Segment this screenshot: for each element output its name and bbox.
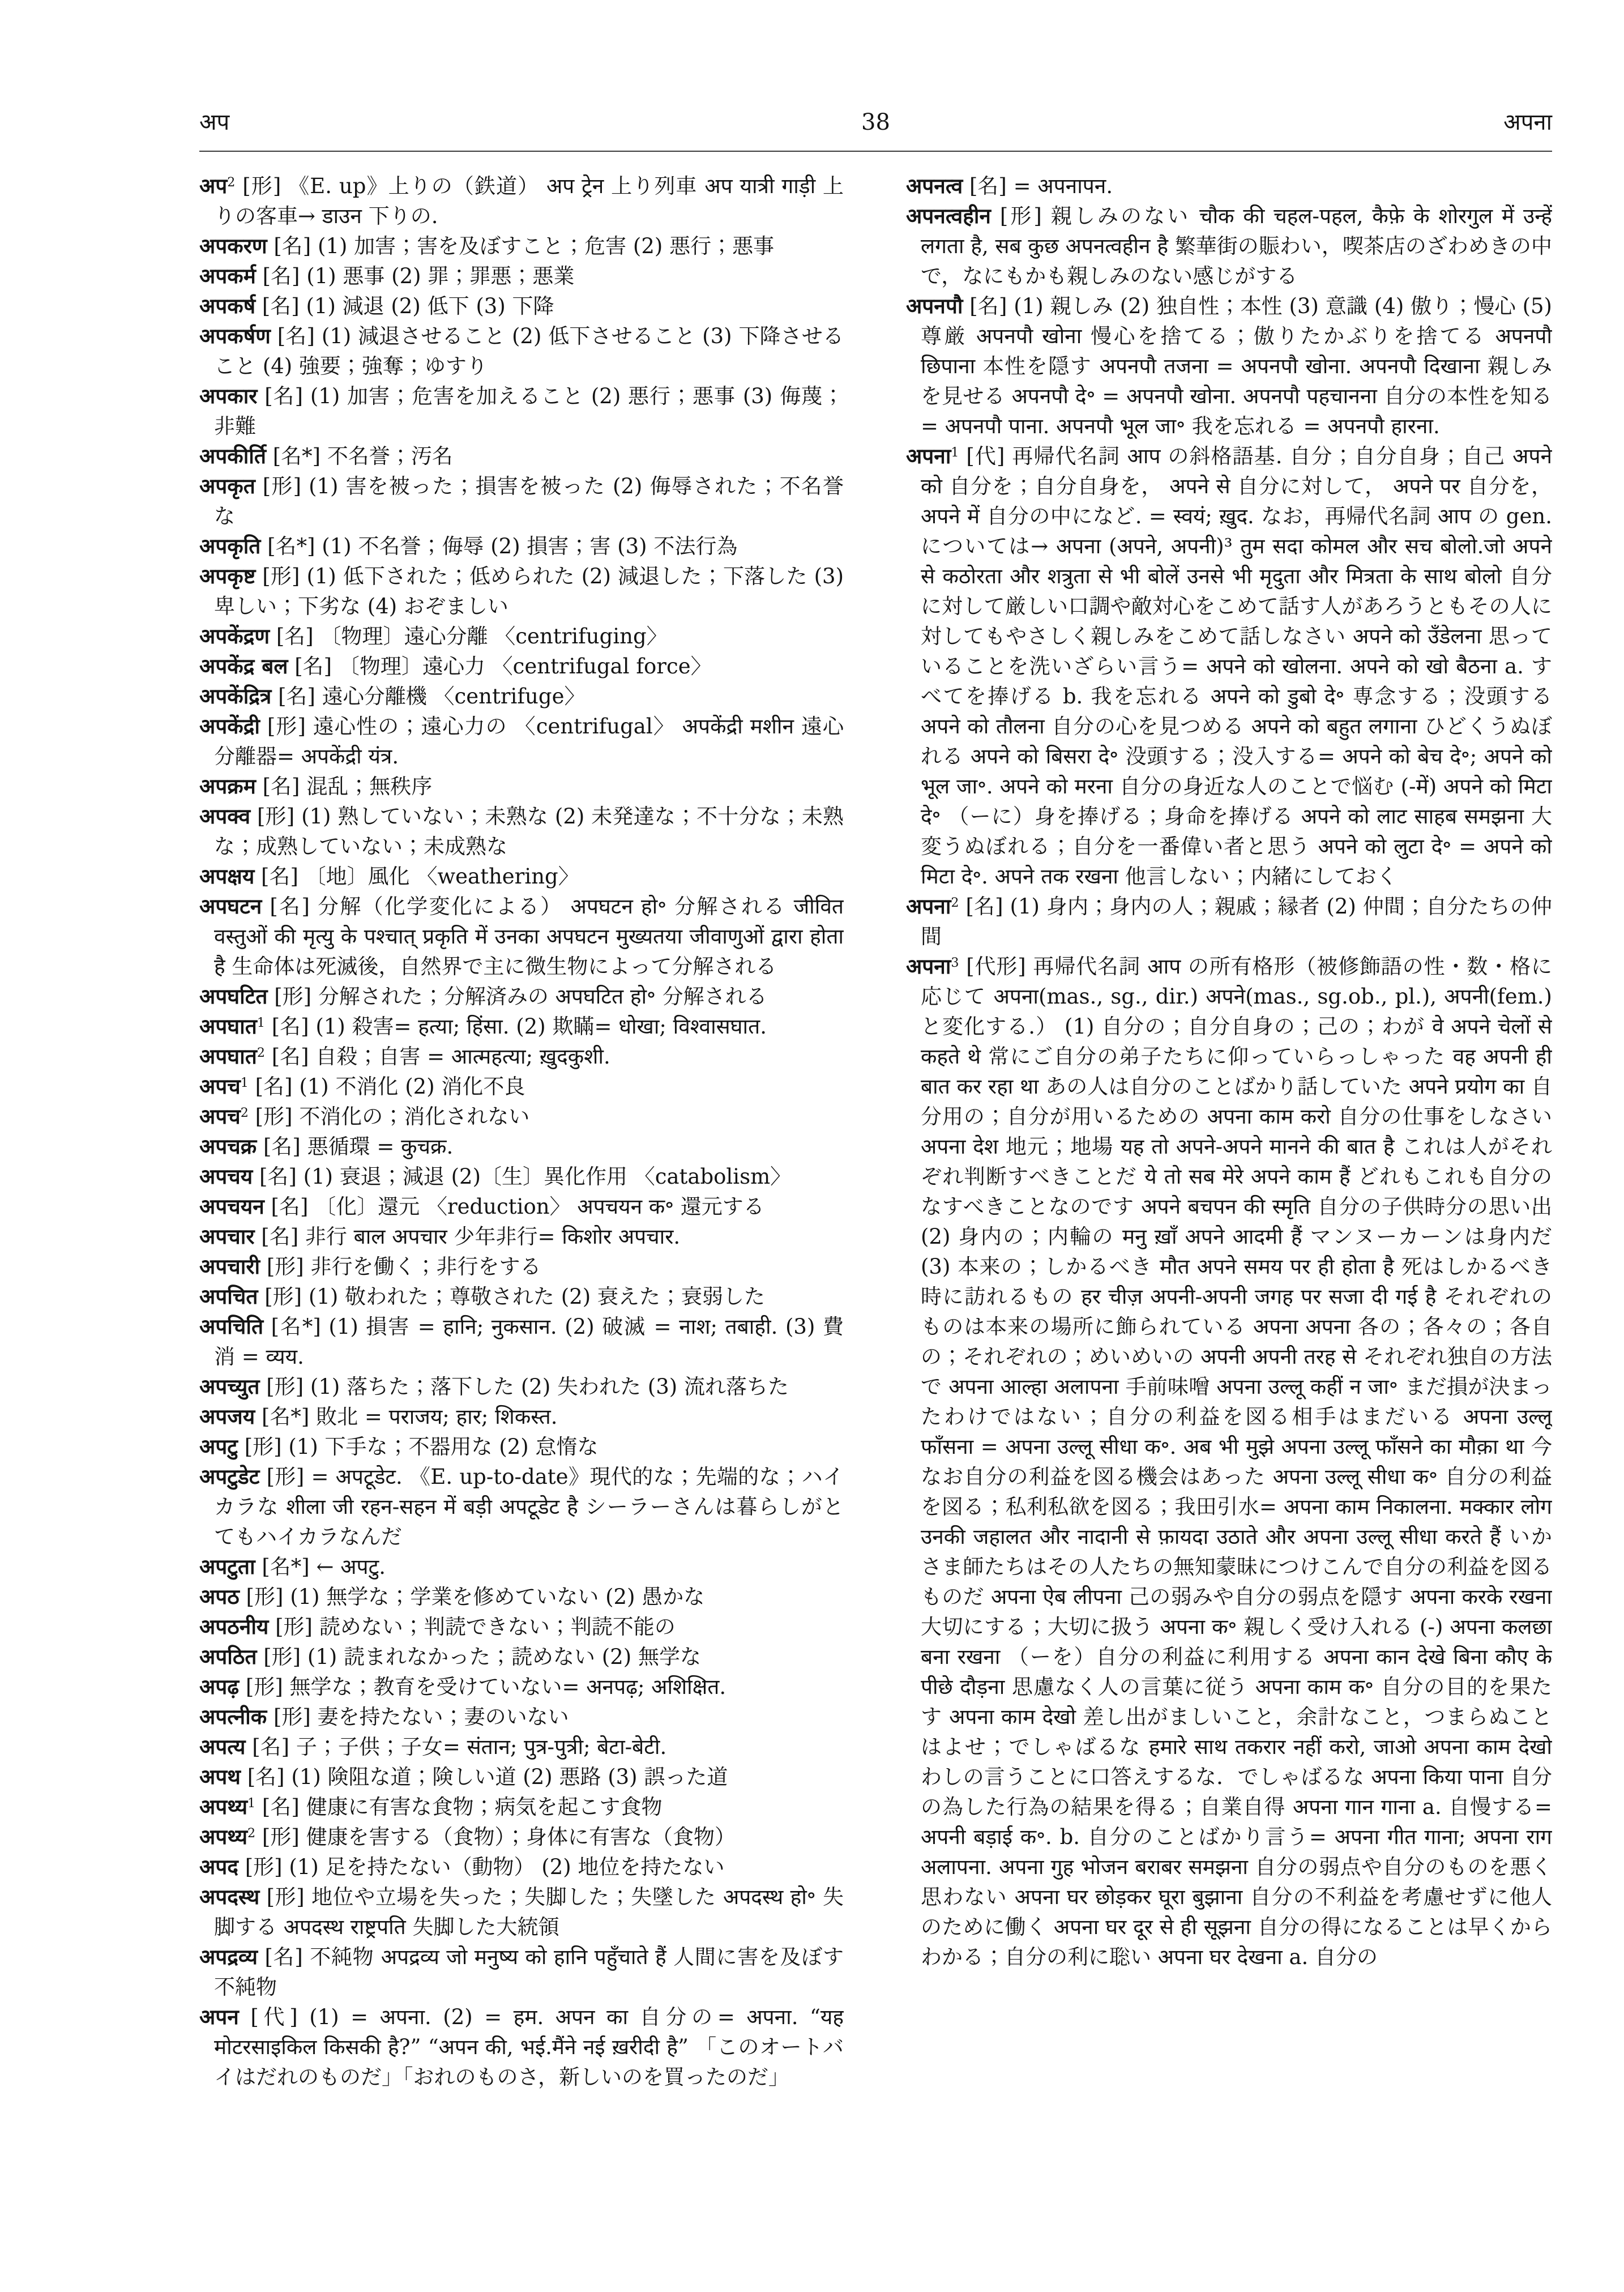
entry-headword: अपच [199,1074,241,1099]
part-of-speech: [名*] [262,1555,310,1579]
part-of-speech: [名] [278,684,315,708]
part-of-speech: [形] [266,1375,304,1399]
entry-headword: अपकृष्ट [199,564,256,588]
part-of-speech: [形] [244,1435,282,1459]
dictionary-entry [199,1072,844,1102]
entry-definition: 《E. up》上りの（鉄道） अप ट्रेन 上り列車 अप यात्री गाड़ी 上りの客車→ डाउन 下りの. [214,174,844,228]
dictionary-entry [199,621,844,651]
entry-headword: अपटुता [199,1554,255,1579]
part-of-speech: [形] [245,1675,283,1699]
left-column [199,171,844,2092]
entry-definition: (1) 敬われた；尊敬された (2) 衰えた；衰弱した [308,1284,765,1309]
part-of-speech: [名*] [267,534,315,558]
dictionary-entry [199,1011,844,1042]
part-of-speech: [形] [262,1825,300,1849]
part-of-speech: [形] [266,1254,304,1279]
dictionary-entry [199,1162,844,1192]
entry-definition: 非行 बाल अपचार 少年非行= किशोर अपचार. [305,1224,681,1249]
dictionary-entry [199,1402,844,1432]
dictionary-entry [199,1552,844,1582]
dictionary-entry [199,471,844,531]
entry-definition: (1) 落ちた；落下した (2) 失われた (3) 流れ落ちた [310,1375,789,1399]
dictionary-entry [199,291,844,321]
dictionary-entry [199,1102,844,1132]
entry-definition: (1) 損害 = हानि; नुकसान. (2) 破滅 = नाश; तबाही. (3) 費消 = व्यय. [214,1314,844,1369]
dictionary-entry [199,1252,844,1282]
part-of-speech: [名] [262,294,300,318]
entry-definition: 敗北 = पराजय; हार; शिकस्त. [316,1405,558,1429]
dictionary-entry [199,1672,844,1702]
entry-headword: अपचारी [199,1254,260,1279]
dictionary-entry [199,1432,844,1462]
part-of-speech: [代] [966,444,1005,468]
entry-definition: (1) 衰退；減退 (2)〔生〕異化作用 〈catabolism〉 [303,1164,792,1189]
dictionary-entry [906,291,1552,441]
entry-headword: अपद्रव्य [199,1944,258,1969]
part-of-speech: [名] [255,1074,293,1099]
part-of-speech: [形] [262,564,300,588]
entry-definition: = अपनापन. [1013,174,1113,198]
dictionary-entry [199,441,844,471]
part-of-speech: [名] [262,774,300,799]
entry-definition: 自殺；自害 = आत्महत्या; ख़ुदकुशी. [315,1044,610,1069]
part-of-speech: [形] [263,1645,301,1669]
part-of-speech: [名] [263,1134,301,1159]
entry-headword: अपथ्य [199,1824,248,1849]
part-of-speech: [名] [294,654,332,678]
part-of-speech: [形] [257,804,295,829]
part-of-speech: [名] [247,1765,285,1789]
entry-definition: 再帰代名詞 आप の斜格語基. 自分；自分自身；自己 अपने को 自分を；自分自身を， अपने से 自分に対して， अपने पर 自分を， अपने में 自分の中になど. = स्वयं; ख़ुद. なお，再帰代名詞 आप の gen. については→ अपना (अपने, अपनी)³ तुम सदा कोमल और सच बोलो.जो अपने से कठोरता और शत्रुता से भी बोलें उनसे भी मृदुता और मित्रता के साथ बोलो 自分に対して厳しい口調や敵対心をこめて話す人があろうともその人に対してもやさしく親しみをこめて話しなさい अपने को उँडेलना 思っていることを洗いざらい言う= अपने को खोलना. अपने को खो बैठना a. すべてを捧げる b. 我を忘れる अपने को डुबो दे॰ 専念する；没頭する अपने को तौलना 自分の心を見つめる अपने को बहुत लगाना ひどくうぬぼれる अपने को बिसरा दे॰ 没頭する；没入する= अपने को बेच दे॰; अपने को भूल जा॰. अपने को मरना 自分の身近な人のことで悩む (-में) अपने को मिटा दे॰ （ーに）身を捧げる；身命を捧げる अपने को लाट साहब समझना 大変うぬぼれる；自分を一番偉い者と思う अपने को लुटा दे॰ = अपने को मिटा दे॰. अपने तक रखना 他言しない；内緒にしておく [921,444,1552,889]
entry-headword: अपढ़ [199,1674,240,1699]
homograph-number: 3 [951,955,959,970]
entry-definition: (1) 不名誉；侮辱 (2) 損害；害 (3) 不法行為 [322,534,738,558]
dictionary-entry [199,1762,844,1792]
dictionary-entry [199,681,844,711]
homograph-number: 1 [951,445,959,460]
entry-definition: (1) 足を持たない（動物） (2) 地位を持たない [289,1855,725,1879]
running-head-left: अप [199,109,230,135]
entry-headword: अपघात [199,1014,257,1039]
entry-definition: 健康に有害な食物；病気を起こす食物 [306,1795,663,1819]
homograph-number: 2 [227,174,236,190]
dictionary-entry [199,1462,844,1552]
homograph-number: 2 [951,895,959,910]
part-of-speech: [名] [261,864,298,889]
dictionary-entry [199,171,844,231]
dictionary-entry [199,1732,844,1762]
part-of-speech: [形] [245,1855,283,1879]
part-of-speech: [名] [261,1224,299,1249]
dictionary-entry [199,1192,844,1222]
entry-definition: (1) 熟していない；未熟な (2) 未発達な；不十分な；未熟な；成熟していない；未成熟な [214,804,844,859]
part-of-speech: [名] [277,324,315,348]
part-of-speech: [名] [276,624,314,648]
homograph-number: 2 [240,1105,249,1120]
part-of-speech: [名] [270,894,310,919]
running-head [199,105,1552,139]
dictionary-entry [906,201,1552,291]
homograph-number: 1 [240,1075,249,1090]
entry-definition: 〔化〕還元 〈reduction〉 अपचयन क॰ 還元する [315,1194,764,1219]
dictionary-entry [199,1312,844,1372]
entry-headword: अपकेंद्र बल [199,654,288,678]
part-of-speech: [名] [252,1735,290,1759]
part-of-speech: [名] [264,384,304,408]
entry-headword: अपजय [199,1404,255,1429]
part-of-speech: [名] [259,1164,297,1189]
entry-headword: अपकीर्ति [199,443,266,468]
dictionary-entry [199,1702,844,1732]
part-of-speech: [名*] [271,1314,321,1339]
entry-definition: (1) 身内；身内の人；親戚；縁者 (2) 仲間；自分たちの仲間 [921,894,1552,949]
entry-definition: 〔物理〕遠心力 〈centrifugal force〉 [338,654,712,678]
part-of-speech: [名] [271,1044,309,1069]
dictionary-entry [199,381,844,441]
entry-headword: अपकेंद्रित्र [199,684,272,708]
running-head-right: अपना [1503,109,1552,135]
entry-definition: (1) 不消化 (2) 消化不良 [299,1074,525,1099]
homograph-number: 2 [247,1825,256,1841]
entry-headword: अपकृत [199,473,255,498]
dictionary-entry [199,1852,844,1882]
dictionary-entry [199,1792,844,1822]
dictionary-entry [199,801,844,861]
entry-headword: अपचयन [199,1194,264,1219]
entry-headword: अपच्युत [199,1374,260,1399]
part-of-speech: [名] [262,264,300,288]
part-of-speech: [代形] [966,954,1026,979]
entry-headword: अपक्रम [199,774,256,799]
entry-headword: अपनपौ [906,293,963,318]
dictionary-entry [906,891,1552,951]
entry-headword: अपकृति [199,533,261,558]
entry-headword: अपनत्व [906,173,963,198]
part-of-speech: [形] [264,1284,302,1309]
entry-definition: 不消化の；消化されない [299,1104,530,1129]
part-of-speech: [形] [275,1615,313,1639]
homograph-number: 1 [257,1015,265,1030]
entry-headword: अपद [199,1854,238,1879]
entry-headword: अपन [199,2004,239,2029]
entry-definition: (1) 無学な；学業を修めていない (2) 愚かな [290,1585,705,1609]
dictionary-entry [199,1882,844,1942]
entry-headword: अपचक्र [199,1134,257,1159]
entry-definition: 分解された；分解済みの अपघटित हो॰ 分解される [318,984,767,1009]
part-of-speech: [名] [965,894,1003,919]
part-of-speech: [名] [273,234,311,258]
part-of-speech: [形] [274,984,312,1009]
entry-headword: अपठनीय [199,1614,269,1639]
entry-headword: अपटुडेट [199,1464,260,1489]
entry-definition: (1) = अपना. (2) = हम. अपन का 自分の= अपना. “यह मोटरसाइकिल किसकी है?” “अपन की, भई.मैंने नई ख़रीदी है” 「このオートバイはだれのものだ」「おれのものさ，新しいのを買ったのだ」 [214,2005,844,2089]
entry-definition: 遠心分離機 〈centrifuge〉 [322,684,586,708]
entry-definition: 非行を働く；非行をする [310,1254,541,1279]
entry-definition: 親しみのない चौक की चहल-पहल, कैफ़े के शोरगुल में उन्हें लगता है, सब कुछ अपनत्वहीन है 繁華街の賑わい，喫茶店のざわめきの中で，なにもかも親しみのない感じがする [921,204,1552,288]
dictionary-entry [199,711,844,771]
part-of-speech: [形] [242,174,281,198]
entry-definition: 再帰代名詞 आप の所有格形（被修飾語の性・数・格に応じて अपना(mas., sg., dir.) अपने(mas., sg.ob., pl.), अपनी(fem.) と変化する.） (1) 自分の；自分自身の；己の；わが वे अपने चेलों से कहते थे 常にご自分の弟子たちに仰っていらっしゃった वह अपनी ही बात कर रहा था あの人は自分のことばかり話していた अपने प्रयोग का 自分用の；自分が用いるための अपना काम करो 自分の仕事をしなさい अपना देश 地元；地場 यह तो अपने-अपने मानने की बात है これは人がそれぞれ判断すべきことだ ये तो सब मेरे अपने काम हैं どれもこれも自分のなすべきことなのです अपने बचपन की स्मृति 自分の子供時分の思い出 (2) 身内の；内輪の मनु ख़ाँ अपने आदमी हैं マンヌーカーンは身内だ (3) 本来の；しかるべき मौत अपने समय पर ही होता है 死はしかるべき時に訪れるもの हर चीज़ अपनी-अपनी जगह पर सजा दी गई है それぞれのものは本来の場所に飾られている अपना अपना 各の；各々の；各自の；それぞれの；めいめいの अपनी अपनी तरह से それぞれ独自の方法で अपना आल्हा अलापना 手前味噌 अपना उल्लू कहीं न जा॰ まだ損が決まったわけではない；自分の利益を図る相手はまだいる अपना उल्लू फाँसना = अपना उल्लू सीधा क॰. अब भी मुझे अपना उल्लू फाँसने का मौक़ा था 今なお自分の利益を図る機会はあった अपना उल्लू सीधा क॰ 自分の利益を図る；私利私欲を図る；我田引水= अपना काम निकालना. मक्कार लोग उनकी जहालत और नादानी से फ़ायदा उठाते और अपना उल्लू सीधा करते हैं いかさま師たちはその人たちの無知蒙昧につけこんで自分の利益を図るものだ अपना ऐब लीपना 己の弱みや自分の弱点を隠す अपना करके रखना 大切にする；大切に扱う अपना क॰ 親しく受け入れる (-) अपना कलछा बना रखना （ーを）自分の利益に利用する अपना कान देखे बिना कौए के पीछे दौड़ना 思慮なく人の言葉に従う अपना काम क॰ 自分の目的を果たす अपना काम देखो 差し出がましいこと，余計なこと，つまらぬことはよせ；でしゃばるな हमारे साथ तकरार नहीं करो, जाओ अपना काम देखो わしの言うことに口答えするな．でしゃばるな अपना किया पाना 自分の為した行為の結果を得る；自業自得 अपना गान गाना a. 自慢する= अपनी बड़ाई क॰. b. 自分のことばかり言う= अपना गीत गाना; अपना राग अलापना. अपना गुह भोजन बराबर समझना 自分の弱点や自分のものを悪く思わない अपना घर छोड़कर घूरा बुझाना 自分の不利益を考慮せずに他人のために働く अपना घर दूर से ही सूझना 自分の得になることは早くからわかる；自分の利に聡い अपना घर देखना a. 自分の [921,954,1552,1969]
part-of-speech: [名*] [261,1405,310,1429]
entry-headword: अपठित [199,1644,257,1669]
dictionary-entry [906,171,1552,201]
entry-headword: अपचार [199,1224,255,1249]
entry-definition: 遠心性の；遠心力の 〈centrifugal〉 अपकेंद्री मशीन 遠心分離器= अपकेंद्री यंत्र. [214,714,844,769]
entry-headword: अपकर्म [199,263,256,288]
part-of-speech: [名] [271,1194,309,1219]
entry-definition: ← अपटु. [316,1555,386,1579]
entry-definition: 読めない；判読できない；判読不能の [319,1615,676,1639]
entry-definition: (1) 減退 (2) 低下 (3) 下降 [306,294,554,318]
dictionary-entry [199,981,844,1011]
entry-definition: 地位や立場を失った；失脚した；失墜した अपदस्थ हो॰ 失脚する अपदस्थ राष्ट्रपति 失脚した大統領 [214,1885,844,1939]
entry-definition: (1) 加害；害を及ぼすこと；危害 (2) 悪行；悪事 [318,234,775,258]
entry-headword: अपघात [199,1044,257,1069]
entry-definition: (1) 減退させること (2) 低下させること (3) 下降させること (4) 強要；強奪；ゆすり [214,324,844,378]
entry-headword: अपदस्थ [199,1884,260,1909]
entry-definition: 不名誉；汚名 [327,444,453,468]
entry-headword: अपना [906,443,951,468]
dictionary-entry [199,1822,844,1852]
entry-headword: अपना [906,954,951,979]
entry-definition: 分解（化学変化による） अपघटन हो॰ 分解される जीवित वस्तुओं की मृत्यु के पश्चात् प्रकृति में उनका अपघटन मुख्यतया जीवाणुओं द्वारा होता है 生命体は死滅後，自然界で主に微生物によって分解される [214,894,844,979]
dictionary-entry [199,771,844,801]
entry-headword: अप [199,173,228,198]
entry-definition: 〔地〕風化 〈weathering〉 [305,864,579,889]
entry-headword: अपच [199,1104,241,1129]
dictionary-entry [199,861,844,891]
part-of-speech: [形] [266,1885,305,1909]
part-of-speech: [形] [262,474,302,498]
dictionary-entry [199,1132,844,1162]
dictionary-entry [199,1642,844,1672]
dictionary-entry [199,651,844,681]
entry-headword: अपघटन [199,894,262,919]
part-of-speech: [名] [271,1014,309,1039]
entry-headword: अपकरण [199,233,267,258]
part-of-speech: [形] [255,1104,293,1129]
entry-headword: अपचित [199,1284,258,1309]
entry-headword: अपटु [199,1434,238,1459]
entry-definition: 無学な；教育を受けていない= अनपढ़; अशिक्षित. [289,1675,726,1699]
part-of-speech: [形] [273,1705,311,1729]
entry-headword: अपचिति [199,1314,264,1339]
entry-definition: (1) 殺害= हत्या; हिंसा. (2) 欺瞞= धोखा; विश्वासघात. [315,1014,767,1039]
entry-headword: अपक्षय [199,864,255,889]
entry-definition: = अपटूडेट. 《E. up-to-date》現代的な；先端的な；ハイカラな शीला जी रहन-सहन में बड़ी अपटूडेट है シーラーさんは暮らしがとてもハイカラなんだ [214,1465,844,1549]
header-rule [199,151,1552,152]
part-of-speech: [形] [246,1585,284,1609]
entry-definition: 妻を持たない；妻のいない [317,1705,569,1729]
entry-headword: अपघटित [199,984,268,1009]
entry-definition: (1) 害を被った；損害を被った (2) 侮辱された；不名誉な [214,474,844,528]
entry-headword: अपठ [199,1584,240,1609]
part-of-speech: [代] [250,2005,298,2029]
homograph-number: 2 [257,1045,265,1060]
part-of-speech: [名] [969,174,1007,198]
entry-definition: 〔物理〕遠心分離 〈centrifuging〉 [320,624,668,648]
entry-headword: अपकर्षण [199,323,271,348]
entry-definition: (1) 険阻な道；険しい道 (2) 悪路 (3) 誤った道 [291,1765,728,1789]
dictionary-entry [199,231,844,261]
dictionary-entry [199,1282,844,1312]
dictionary-entry [199,891,844,981]
entry-definition: (1) 悪事 (2) 罪；罪悪；悪業 [306,264,575,288]
entry-headword: अपत्नीक [199,1704,267,1729]
entry-definition: (1) 読まれなかった；読めない (2) 無学な [307,1645,701,1669]
entry-headword: अपत्य [199,1734,246,1759]
dictionary-entry [906,951,1552,1972]
entry-definition: 健康を害する（食物）；身体に有害な（食物） [306,1825,736,1849]
homograph-number: 1 [247,1795,256,1811]
part-of-speech: [名*] [272,444,321,468]
page-number: 38 [861,109,890,135]
entry-headword: अपकार [199,383,258,408]
part-of-speech: [形] [999,204,1042,228]
dictionary-entry [199,2002,844,2092]
entry-headword: अपनत्वहीन [906,203,991,228]
part-of-speech: [名] [969,294,1007,318]
entry-definition: (1) 下手な；不器用な (2) 怠惰な [288,1435,599,1459]
part-of-speech: [名] [264,1945,303,1969]
dictionary-entry [199,531,844,561]
entry-headword: अपना [906,894,951,919]
entry-definition: 子；子供；子女= संतान; पुत्र-पुत्री; बेटा-बेटी. [296,1735,667,1759]
entry-headword: अपथ्य [199,1794,248,1819]
dictionary-entry [199,1372,844,1402]
entry-definition: 悪循環 = कुचक्र. [307,1134,454,1159]
entry-headword: अपकेंद्री [199,714,260,739]
entry-headword: अपथ [199,1764,241,1789]
right-column [906,171,1552,1972]
entry-headword: अपचय [199,1164,253,1189]
dictionary-entry [906,441,1552,891]
part-of-speech: [形] [266,1465,305,1489]
dictionary-entry [199,1612,844,1642]
entry-definition: (1) 加害；危害を加えること (2) 悪行；悪事 (3) 侮蔑；非難 [214,384,844,438]
dictionary-entry [199,1042,844,1072]
entry-headword: अपकर्ष [199,293,256,318]
entry-definition: (1) 親しみ (2) 独自性；本性 (3) 意識 (4) 傲り；慢心 (5) 尊厳 अपनपौ खोना 慢心を捨てる；傲りたかぶりを捨てる अपनपौ छिपाना 本性を隠す अपनपौ तजना = अपनपौ खोना. अपनपौ दिखाना 親しみを見せる अपनपौ दे॰ = अपनपौ खोना. अपनपौ पहचानना 自分の本性を知る= अपनपौ पाना. अपनपौ भूल जा॰ 我を忘れる = अपनपौ हारना. [921,294,1552,438]
part-of-speech: [名] [262,1795,300,1819]
dictionary-entry [199,1582,844,1612]
dictionary-entry [199,1222,844,1252]
dictionary-entry [199,1942,844,2002]
entry-headword: अपकेंद्रण [199,624,270,648]
entry-definition: 混乱；無秩序 [306,774,433,799]
dictionary-entry [199,561,844,621]
dictionary-entry [199,321,844,381]
entry-definition: 不純物 अपद्रव्य जो मनुष्य को हानि पहुँचाते हैं 人間に害を及ぼす不純物 [214,1945,844,1999]
part-of-speech: [形] [267,714,306,739]
entry-headword: अपक्व [199,804,251,829]
entry-definition: (1) 低下された；低められた (2) 減退した；下落した (3) 卑しい；下劣な (4) おぞましい [214,564,844,618]
dictionary-entry [199,261,844,291]
